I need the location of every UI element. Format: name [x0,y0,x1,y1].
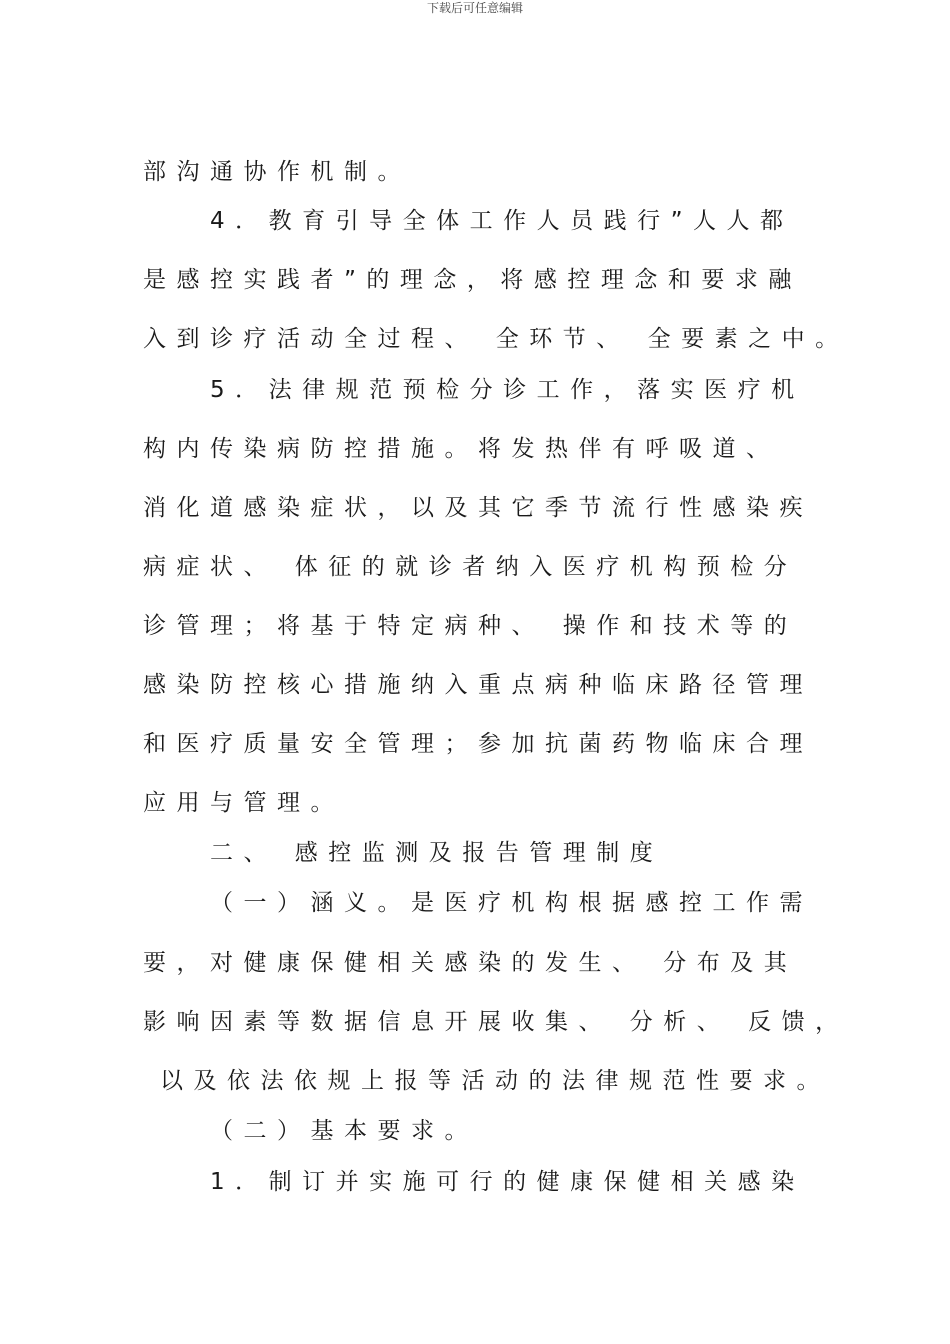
body-line: 部沟通协作机制。 [143,159,411,185]
body-line: 病症状、 体征的就诊者纳入医疗机构预检分 [143,554,798,580]
body-line: 入到诊疗活动全过程、 全环节、 全要素之中。 [143,326,849,352]
body-line: 消化道感染症状，以及其它季节流行性感染疾 [143,495,813,521]
body-line: 诊管理；将基于特定病种、 操作和技术等的 [143,613,798,639]
body-line: 感染防控核心措施纳入重点病种临床路径管理 [143,672,813,698]
body-line: 影响因素等数据信息开展收集、 分析、 反馈， [143,1009,849,1035]
subsection-heading: （二）基本要求。 [210,1118,478,1144]
body-line: 是感控实践者”的理念，将感控理念和要求融 [143,267,802,293]
page-header: 下载后可任意编辑 [426,1,523,15]
body-line: 应用与管理。 [143,790,344,816]
section-heading: 二、 感控监测及报告管理制度 [210,840,664,866]
body-line: （一）涵义。是医疗机构根据感控工作需 [210,890,813,916]
body-line: 1．制订并实施可行的健康保健相关感染 [210,1169,805,1195]
body-line: 要，对健康保健相关感染的发生、 分布及其 [143,950,798,976]
body-line: 以及依法依规上报等活动的法律规范性要求。 [160,1068,830,1094]
body-line: 构内传染病防控措施。将发热伴有呼吸道、 [143,436,780,462]
body-line: 5．法律规范预检分诊工作，落实医疗机 [210,377,805,403]
body-line: 4．教育引导全体工作人员践行”人人都 [210,208,794,234]
body-line: 和医疗质量安全管理；参加抗菌药物临床合理 [143,731,813,757]
